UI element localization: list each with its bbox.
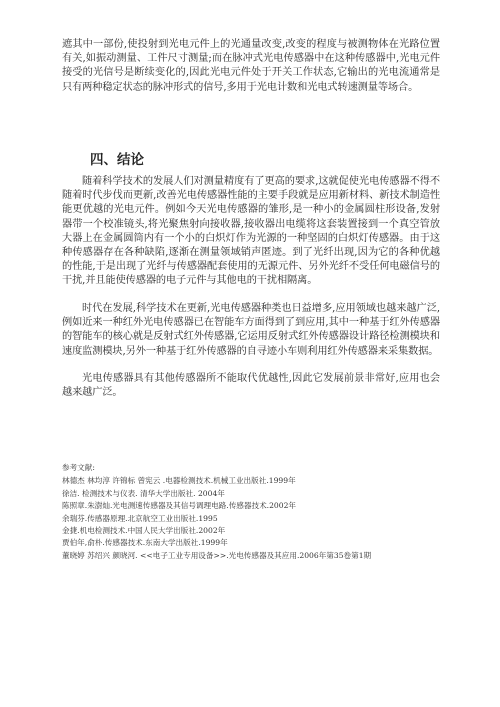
- reference-item: 林德杰 林均淳 许锦标 曾宪云 .电器检测技术.机械工业出版社.1999年: [62, 476, 296, 486]
- references-heading: 参考文献:: [62, 463, 95, 472]
- reference-item: 金捷.机电检测技术.中国人民大学出版社.2002年: [62, 526, 226, 536]
- reference-item: 陈照章.朱澍灿.光电测速传感器及其信号调理电路.传感器技术.2002年: [62, 501, 297, 511]
- body-paragraph-3: 时代在发展,科学技术在更新,光电传感器种类也日益增多,应用领域也越来越广泛,例如近来一种红外光电传感器已在智能车方面得到了到应用,其中一种基于红外传感器的智能车的核心就是反射式红外传感器,它运用反射式红外传感器设计路径检测模块和速度监测模块,另外一种基于红外传感器的自寻迹小车则利用红外传感器来采集数据。: [62, 303, 440, 357]
- references-section: [62, 462, 442, 562]
- reference-item: 贾伯年,俞朴.传感器技术.东南大学出版社.1999年: [62, 538, 228, 548]
- body-paragraph-2: 随着科学技术的发展人们对测量精度有了更高的要求,这就促使光电传感器不得不随着时代步伐而更新,改善光电传感器性能的主要手段就是应用新材料、新技术制造性能更优越的光电元件。例如今天光电传感器的雏形,是一种小的金属圆柱形设备,发射器带一个校准镜头,将光聚焦射向接收器,接收器出电缆将这套装置接到一个真空管放大器上在金属圆筒内有一个小的白炽灯作为光源的一种坚固的白炽灯传感器。由于这种传感器存在各种缺陷,逐渐在测量领域销声匿迹。到了光纤出现,因为它的各种优越的性能,于是出现了光纤与传感器配套使用的无源元件、另外光纤不受任何电磁信号的干扰,并且能使传感器的电子元件与其他电的干扰相隔离。: [62, 176, 440, 287]
- section-title-conclusion: 四、结论: [90, 152, 144, 168]
- body-paragraph-1: 遮其中一部份,使投射到光电元件上的光通量改变,改变的程度与被测物体在光路位置有关,如振动测量、工件尺寸测量;而在脉冲式光电传感器中在这种传感器中,光电元件接受的光信号是断续变化的,因此光电元件处于开关工作状态,它输出的光电流通常是只有两种稳定状态的脉冲形式的信号,多用于光电计数和光电式转速测量等场合。: [62, 39, 440, 93]
- reference-item: 余瑞芬.传感器原理.北京航空工业出版社.1995: [62, 513, 218, 523]
- body-paragraph-4: 光电传感器具有其他传感器所不能取代优越性,因此它发展前景非常好,应用也会越来越广泛。: [62, 373, 440, 399]
- reference-item: 董晓婷 苏绍兴 颜晓河. <<电子工业专用设备>>.光电传感器及其应用.2006年第35卷第1期: [62, 550, 372, 560]
- reference-item: 徐洁. 检测技术与仪表. 清华大学出版社. 2004年: [62, 488, 225, 498]
